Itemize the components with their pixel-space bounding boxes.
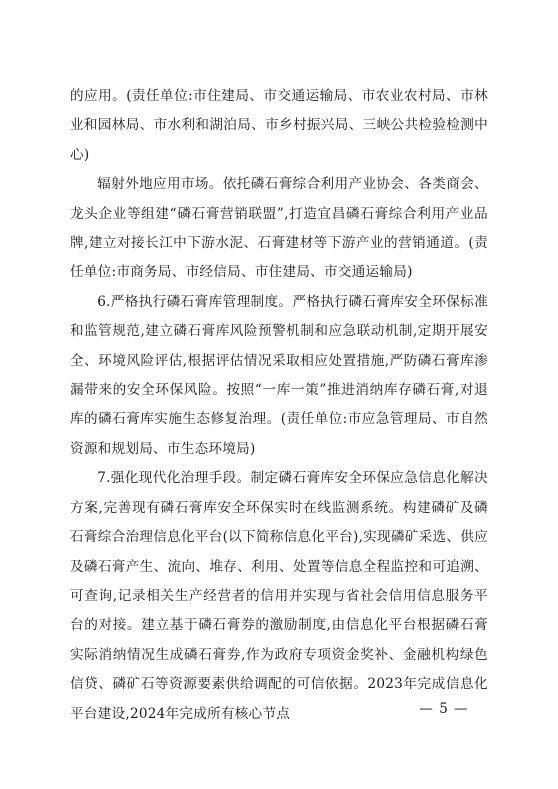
paragraph-continuation: 的应用。(责任单位:市住建局、市交通运输局、市农业农村局、市林业和园林局、市水利和湖泊局、市乡村振兴局、三峡公共检验检测中心) xyxy=(70,88,488,163)
paragraph-external-market: 辐射外地应用市场。依托磷石膏综合利用产业协会、各类商会、龙头企业等组建“磷石膏营销联盟”,打造宜昌磷石膏综合利用产业品牌,建立对接长江中下游水泥、石膏建材等下游产业的营销通道。(责任单位:市商务局、市经信局、市住建局、市交通运输局) xyxy=(70,176,488,281)
paragraph-item-7: 7.强化现代化治理手段。制定磷石膏库安全环保应急信息化解决方案,完善现有磷石膏库安全环保实时在线监测系统。构建磷矿及磷石膏综合治理信息化平台(以下简称信息化平台),实现磷矿采选、供应及磷石膏产生、流向、堆存、利用、处置等信息全程监控和可追溯、可查询,记录相关生产经营者的信用并实现与省社会信用信息服务平台的对接。建立基于磷石膏券的激励制度,由信息化平台根据磷石膏实际消纳情况生成磷石膏券,作为政府专项资金奖补、金融机构绿色信贷、磷矿石等资源要素供给调配的可信依据。2023年完成信息化平台建设,2024年完成所有核心节点 xyxy=(70,470,488,722)
page-number: — 5 — xyxy=(419,701,469,717)
document-page xyxy=(70,82,488,729)
paragraph-item-6: 6.严格执行磷石膏库管理制度。严格执行磷石膏库安全环保标准和监管规范,建立磷石膏库风险预警机制和应急联动机制,定期开展安全、环境风险评估,根据评估情况采取相应处置措施,严防磷石膏库渗漏带来的安全环保风险。按照“一库一策”推进消纳库存磷石膏,对退库的磷石膏库实施生态修复治理。(责任单位:市应急管理局、市自然资源和规划局、市生态环境局) xyxy=(70,293,488,457)
